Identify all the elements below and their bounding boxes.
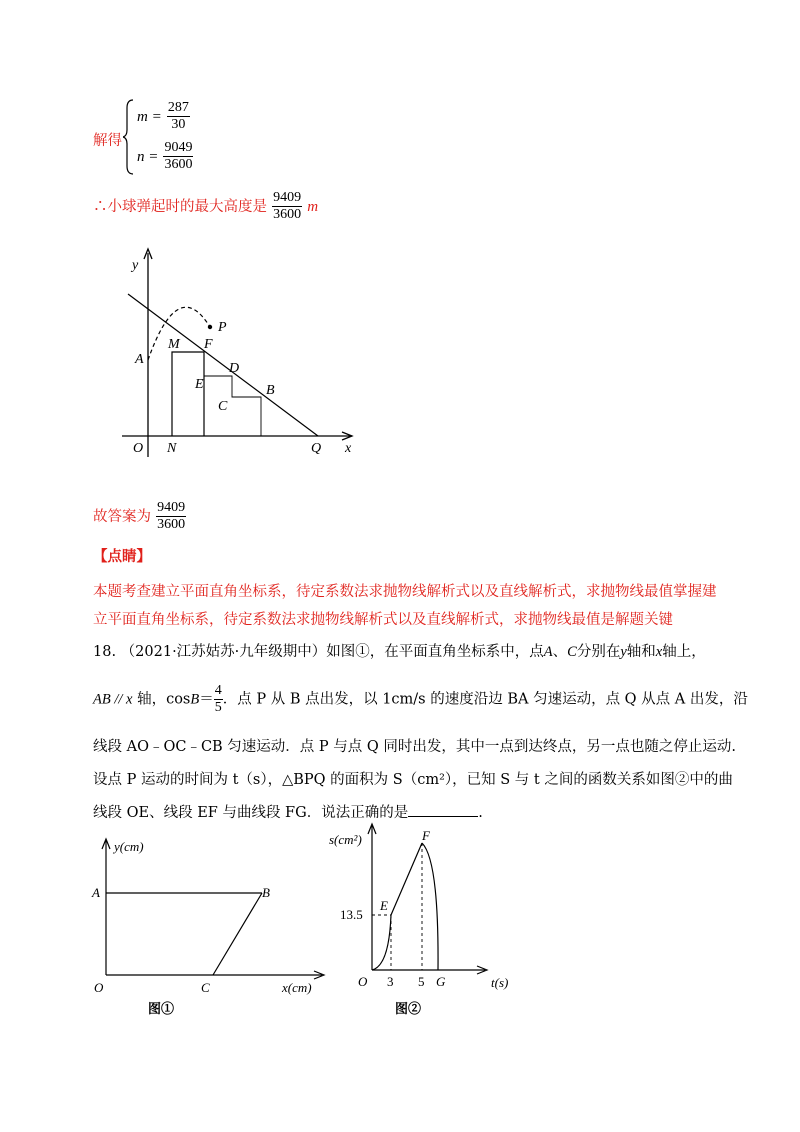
fig3-label-F: F: [422, 828, 430, 843]
problem-18-line-3: 线段 AO﹣OC﹣CB 匀速运动．点 P 与点 Q 同时出发，其中一点到达终点，另一点也随之停止运动.: [93, 739, 736, 755]
fig2-label-B: B: [262, 885, 270, 900]
fig2-label-O: O: [94, 980, 104, 995]
fig3-label-O: O: [358, 974, 368, 989]
fig3-label-G: G: [436, 974, 446, 989]
fig3-x-tick-3: 3: [387, 974, 394, 989]
label-E: E: [195, 377, 204, 392]
n-equation: n = $\frac{9049}{3600}$: [137, 140, 193, 172]
fig2-xlabel: x(cm): [282, 980, 312, 995]
label-O: O: [133, 441, 144, 456]
comment-line-2: 立平面直角坐标系，待定系数法求抛物线解析式以及直线解析式，求抛物线最值是解题关键: [93, 612, 673, 628]
problem-18-line-1: 18. （2021·江苏姑苏·九年级期中）如图①，在平面直角坐标系中，点A、C分别在y轴和x轴上，: [93, 644, 706, 660]
fig2-ylabel: y(cm): [114, 839, 144, 854]
comment-title: 【点睛】: [93, 548, 151, 565]
conclusion-line: ∴小球弹起时的最大高度是 $\frac{9409}{3600}$ m: [93, 190, 319, 222]
step-lines: [204, 376, 261, 436]
figure-3-diagram: [325, 820, 525, 1025]
fig3-caption: 图②: [395, 1001, 422, 1016]
solve-label: 解得: [93, 133, 122, 149]
problem-18-line-2: AB // x 轴，cosB＝ $\frac{4}{5}$ ．点 P 从 B 点出发，以 1cm/s 的速度沿边 BA 匀速运动，点 Q 从点 A 出发，沿: [93, 683, 748, 715]
point-P: [208, 325, 212, 329]
label-P: P: [218, 320, 227, 335]
fig3-label-E: E: [380, 898, 388, 913]
figure-1-diagram: [120, 245, 370, 470]
line-AQ: [128, 294, 318, 436]
m-equation: m = $\frac{287}{30}$: [137, 100, 189, 132]
comment-line-1: 本题考查建立平面直角坐标系，待定系数法求抛物线解析式以及直线解析式，求抛物线最值掌握建: [93, 584, 717, 600]
label-M: M: [168, 337, 180, 352]
label-C: C: [218, 399, 228, 414]
label-Q: Q: [311, 441, 322, 456]
label-B: B: [266, 383, 275, 398]
fig3-y-tick: 13.5: [340, 907, 363, 922]
answer-line: 故答案为 $\frac{9409}{3600}$: [93, 500, 186, 532]
fig3-x-tick-5: 5: [418, 974, 425, 989]
figure-2-diagram: [90, 835, 350, 1025]
curve-OE: [372, 915, 391, 970]
curve-FG: [422, 843, 438, 970]
label-F: F: [204, 337, 213, 352]
fig3-ylabel: s(cm²): [329, 832, 362, 847]
rect-MN: [172, 352, 204, 436]
fig2-label-C: C: [201, 980, 210, 995]
label-y: y: [132, 258, 139, 273]
label-N: N: [167, 441, 177, 456]
segment-BC: [213, 893, 262, 975]
label-x: x: [345, 441, 352, 456]
fig2-label-A: A: [92, 885, 100, 900]
fig2-caption: 图①: [148, 1001, 175, 1016]
fig3-xlabel: t(s): [491, 975, 509, 990]
label-A: A: [135, 352, 144, 367]
label-D: D: [229, 361, 240, 376]
problem-18-line-4: 设点 P 运动的时间为 t（s），△BPQ 的面积为 S（cm²），已知 S 与 t 之间的函数关系如图②中的曲: [93, 772, 733, 788]
problem-18-line-5: 线段 OE、线段 EF 与曲线段 FG．说法正确的是 .: [93, 801, 483, 822]
segment-EF: [391, 843, 422, 915]
answer-blank[interactable]: [408, 802, 478, 817]
left-brace-icon: [123, 98, 135, 176]
